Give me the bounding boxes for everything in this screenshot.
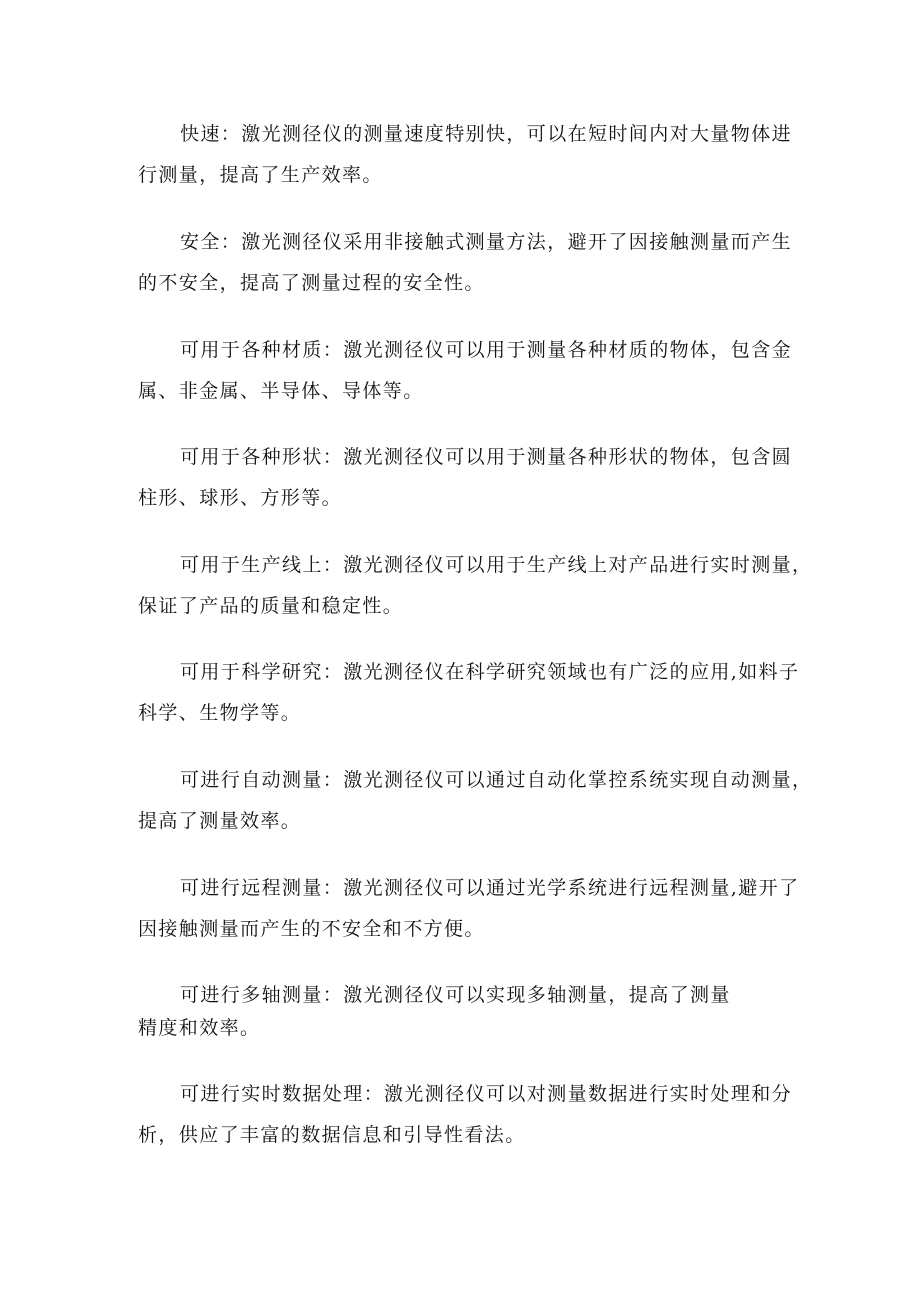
paragraph-line: 快速：激光测径仪的测量速度特别快，可以在短时间内对大量物体进 [180,123,793,145]
paragraph-automatic [138,769,813,832]
paragraph-line: 属、非金属、半导体、导体等。 [138,380,424,402]
paragraph-line: 行测量，提高了生产效率。 [138,164,383,186]
paragraph-research [138,661,798,724]
paragraph-line: 可进行实时数据处理：激光测径仪可以对测量数据进行实时处理和分 [180,1083,793,1105]
paragraph-line: 可用于科学研究：激光测径仪在科学研究领域也有广泛的应用,如料子 [180,661,800,683]
paragraph-multi-axis [138,984,798,1039]
paragraph-production-line [138,554,813,617]
paragraph-line: 可用于各种形状：激光测径仪可以用于测量各种形状的物体，包含圆 [180,446,793,468]
paragraph-line: 析，供应了丰富的数据信息和引导性看法。 [138,1124,526,1146]
paragraph-line: 可进行多轴测量：激光测径仪可以实现多轴测量，提高了测量 [180,984,731,1006]
paragraph-fast [138,123,798,186]
paragraph-safety [138,231,798,294]
paragraph-line: 精度和效率。 [138,1017,261,1039]
paragraph-line: 柱形、球形、方形等。 [138,487,343,509]
paragraph-materials [138,339,798,402]
paragraph-line: 保证了产品的质量和稳定性。 [138,595,404,617]
paragraph-realtime-data [138,1083,798,1146]
paragraph-line: 提高了测量效率。 [138,810,302,832]
paragraph-line: 可用于各种材质：激光测径仪可以用于测量各种材质的物体，包含金 [180,339,793,361]
paragraph-line: 安全：激光测径仪采用非接触式测量方法，避开了因接触测量而产生 [180,231,793,253]
paragraph-line: 可用于生产线上：激光测径仪可以用于生产线上对产品进行实时测量， [180,554,813,576]
paragraph-line: 可进行远程测量：激光测径仪可以通过光学系统进行远程测量,避开了 [180,877,800,899]
paragraph-shapes [138,446,798,509]
paragraph-line: 可进行自动测量：激光测径仪可以通过自动化掌控系统实现自动测量， [180,769,813,791]
paragraph-line: 因接触测量而产生的不安全和不方便。 [138,918,485,940]
paragraph-remote [138,877,798,940]
paragraph-line: 科学、生物学等。 [138,702,302,724]
paragraph-line: 的不安全，提高了测量过程的安全性。 [138,272,485,294]
